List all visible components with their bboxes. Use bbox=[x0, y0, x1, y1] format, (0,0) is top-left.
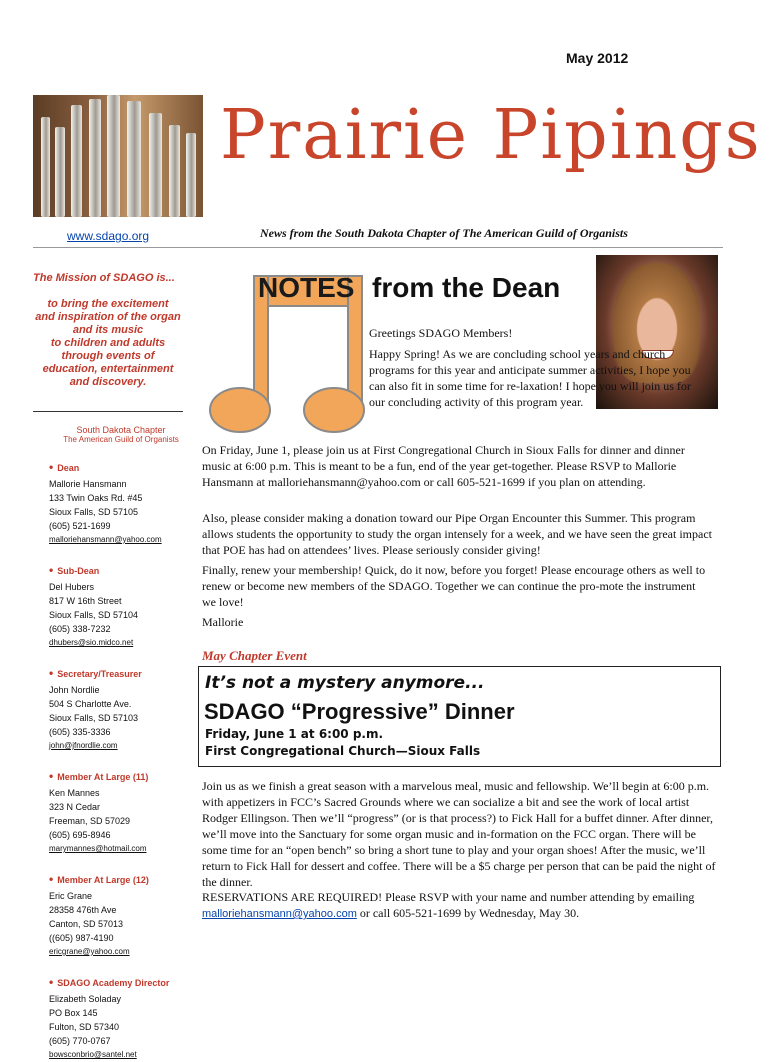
officer-name: Mallorie Hansmann bbox=[49, 479, 127, 489]
spring-paragraph: Happy Spring! As we are concluding school years and church programs for this year and anticipate summer activities, I hope you can also fit in some time for re-laxation! I hope you will join us for our concluding activity of this program year. bbox=[369, 347, 691, 409]
mission-box bbox=[33, 272, 183, 412]
officer-name: John Nordlie bbox=[49, 685, 100, 695]
article-heading: from the Dean bbox=[372, 272, 561, 303]
officer-role: • Secretary/Treasurer bbox=[49, 666, 199, 681]
event-tagline: It’s not a mystery anymore... bbox=[205, 673, 485, 693]
mission-line: and its music bbox=[72, 324, 144, 336]
rsvp-text-end: or call 605-521-1699 by Wednesday, May 30. bbox=[356, 906, 580, 920]
officer-address: 28358 476th Ave bbox=[49, 905, 117, 915]
officer-city: Freeman, SD 57029 bbox=[49, 816, 131, 826]
officer-city: Sioux Falls, SD 57103 bbox=[49, 713, 139, 723]
issue-date: May 2012 bbox=[566, 50, 629, 66]
officer-name: Del Hubers bbox=[49, 582, 95, 592]
officer-email[interactable]: bowsconbrio@santel.net bbox=[49, 1050, 137, 1059]
officer-entry bbox=[49, 563, 199, 650]
officer-email[interactable]: dhubers@sio.midco.net bbox=[49, 638, 134, 647]
mission-line: education, entertainment bbox=[42, 363, 174, 375]
officer-name: Ken Mannes bbox=[49, 788, 100, 798]
masthead-title: Prairie Pipings bbox=[220, 96, 762, 175]
event-date: Friday, June 1 at 6:00 p.m. bbox=[205, 727, 384, 741]
mission-line: to children and adults bbox=[50, 337, 166, 349]
officer-address: 817 W 16th Street bbox=[49, 596, 122, 606]
officer-address: 323 N Cedar bbox=[49, 802, 101, 812]
rsvp-paragraph bbox=[202, 889, 717, 922]
mission-line: to bring the excitement bbox=[47, 298, 169, 310]
officer-address: 504 S Charlotte Ave. bbox=[49, 699, 132, 709]
officer-phone: (605) 770-0767 bbox=[49, 1036, 111, 1046]
officer-email[interactable]: ericgrane@yahoo.com bbox=[49, 947, 130, 956]
newsletter-subtitle: News from the South Dakota Chapter of The American Guild of Organists bbox=[260, 226, 628, 240]
officer-role: • Member At Large (12) bbox=[49, 872, 199, 887]
officer-entry bbox=[49, 769, 199, 856]
event-description: Join us as we finish a great season with a marvelous meal, music and fellowship. We’ll begin at 6:00 p.m. with appetizers in FCC’s Sacred Grounds where we can socialize a bit and see the work of local artist Rodger Ellingson. Then we’ll “progress” (or is that process?) to Fick Hall for a buffet dinner. After dinner, we’ll move into the Sanctuary for some organ music and in-formation on the FCC organ. There will be some time for an “open bench” so bring a short tune to play and your organ shoes! After the music, we’ll return to Fick Hall for dessert and coffee. There will be a $5 charge per person that can be paid the night of the dinner. bbox=[202, 779, 716, 889]
officer-name: Elizabeth Soladay bbox=[49, 994, 122, 1004]
mission-line: and discovery. bbox=[69, 376, 147, 388]
officer-city: Sioux Falls, SD 57104 bbox=[49, 610, 139, 620]
officer-entry bbox=[49, 975, 199, 1062]
donation-paragraph: Also, please consider making a donation toward our Pipe Organ Encounter this Summer. This program allows students the opportunity to study the organ intensely for a week, and we have seen the great impact that POE has had on attendees’ lives. Please seriously consider giving! bbox=[202, 511, 712, 557]
officer-city: Sioux Falls, SD 57105 bbox=[49, 507, 139, 517]
event-location: First Congregational Church—Sioux Falls bbox=[205, 744, 481, 758]
officer-phone: (605) 695-8946 bbox=[49, 830, 111, 840]
officer-phone: (605) 338-7232 bbox=[49, 624, 111, 634]
dinner-paragraph: On Friday, June 1, please join us at First Congregational Church in Sioux Falls for dinner and dinner music at 6:00 p.m. This is meant to be a fun, end of the year get-together. Please RSVP to Mallorie Hansmann at malloriehansmann@yahoo.com or call 605-521-1699 if you plan on attending. bbox=[202, 443, 685, 489]
mission-line: through events of bbox=[61, 350, 155, 362]
mission-line: and inspiration of the organ bbox=[35, 311, 181, 323]
officer-entry bbox=[49, 872, 199, 959]
officer-role: • Dean bbox=[49, 460, 199, 475]
officer-phone: (605) 521-1699 bbox=[49, 521, 111, 531]
org-guild: The American Guild of Organists bbox=[63, 435, 179, 444]
signature: Mallorie bbox=[202, 615, 244, 629]
officer-email[interactable]: marymannes@hotmail.com bbox=[49, 844, 147, 853]
event-box bbox=[198, 666, 721, 767]
officer-city: Canton, SD 57013 bbox=[49, 919, 124, 929]
officer-email[interactable]: john@jfnordlie.com bbox=[49, 741, 118, 750]
org-name bbox=[43, 425, 199, 444]
officer-city: Fulton, SD 57340 bbox=[49, 1022, 120, 1032]
officer-role: • SDAGO Academy Director bbox=[49, 975, 199, 990]
officer-entry bbox=[49, 460, 199, 547]
organ-pipes-photo bbox=[33, 95, 203, 217]
officer-role: • Member At Large (11) bbox=[49, 769, 199, 784]
officer-address: PO Box 145 bbox=[49, 1008, 98, 1018]
officer-address: 133 Twin Oaks Rd. #45 bbox=[49, 493, 143, 503]
section-heading: May Chapter Event bbox=[202, 648, 307, 663]
officer-phone: (605) 335-3336 bbox=[49, 727, 111, 737]
officer-name: Eric Grane bbox=[49, 891, 93, 901]
membership-paragraph: Finally, renew your membership! Quick, do it now, before you forget! Please encourage others as well to renew or become new members of the SDAGO. Together we can continue the pro-mote the instrument we love! bbox=[202, 563, 706, 609]
officer-role: • Sub-Dean bbox=[49, 563, 199, 578]
rsvp-email-link[interactable]: malloriehansmann@yahoo.com bbox=[202, 908, 357, 920]
officer-sidebar bbox=[49, 425, 199, 1062]
greeting: Greetings SDAGO Members! bbox=[369, 326, 513, 340]
officer-entry bbox=[49, 666, 199, 753]
website-link[interactable]: www.sdago.org bbox=[67, 229, 150, 243]
notes-label: NOTES bbox=[258, 272, 355, 303]
event-title: SDAGO “Progressive” Dinner bbox=[204, 699, 515, 724]
officer-email[interactable]: malloriehansmann@yahoo.com bbox=[49, 535, 162, 544]
header-divider bbox=[33, 247, 723, 248]
rsvp-text: RESERVATIONS ARE REQUIRED! Please RSVP with your name and number attending by emailing bbox=[202, 890, 695, 904]
officer-phone: ((605) 987-4190 bbox=[49, 933, 114, 943]
org-chapter: South Dakota Chapter bbox=[76, 425, 166, 435]
mission-heading: The Mission of SDAGO is... bbox=[33, 272, 175, 284]
